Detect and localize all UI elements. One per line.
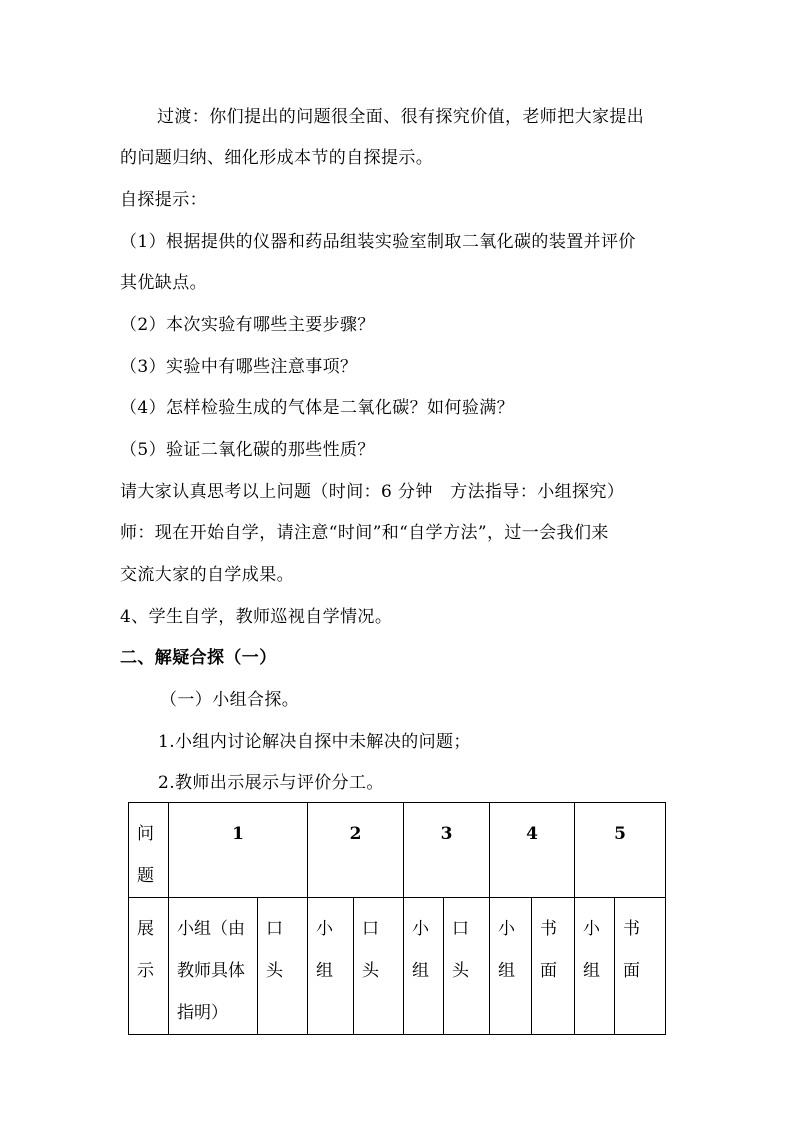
prompt-item-5: （5）验证二氧化碳的那些性质？: [120, 440, 375, 460]
cell-q2-group: 小组: [308, 898, 354, 1035]
teacher-instruction: 师：现在开始自学，请注意“时间”和“自学方法”，过一会我们来: [120, 523, 609, 543]
cell-q4-group: 小组: [490, 898, 532, 1035]
question-number-5: 5: [575, 803, 666, 898]
self-explore-heading: 自探提示：: [120, 190, 207, 210]
question-number-2: 2: [308, 803, 404, 898]
table-row: [129, 898, 666, 1035]
task-distribution-table: [128, 802, 666, 1035]
cell-q5-group: 小组: [575, 898, 615, 1035]
group-step-1: 1.小组内讨论解决自探中未解决的问题；: [158, 732, 471, 752]
paragraph-transition: 过渡：你们提出的问题很全面、很有探究价值，老师把大家提出: [157, 107, 645, 127]
cell-q5-form: 书面: [615, 898, 666, 1035]
cell-q4-form: 书面: [532, 898, 575, 1035]
question-number-4: 4: [490, 803, 575, 898]
row-label-display: 展示: [129, 898, 169, 1035]
think-instruction: 请大家认真思考以上问题（时间：6 分钟 方法指导：小组探究）: [120, 482, 625, 502]
question-number-1: 1: [169, 803, 308, 898]
section-heading-2: 二、解疑合探（一）: [120, 648, 277, 668]
cell-q2-form: 口头: [354, 898, 404, 1035]
cell-q1-form: 口头: [258, 898, 308, 1035]
cell-q1-group: 小组（由教师具体指明）: [169, 898, 258, 1035]
question-number-3: 3: [404, 803, 490, 898]
cell-q3-group: 小组: [404, 898, 444, 1035]
cell-q3-form: 口头: [444, 898, 490, 1035]
step-4: 4、学生自学，教师巡视自学情况。: [120, 607, 393, 627]
prompt-item-2: （2）本次实验有哪些主要步骤？: [120, 315, 375, 335]
prompt-item-1: （1）根据提供的仪器和药品组装实验室制取二氧化碳的装置并评价: [120, 232, 636, 252]
group-step-2: 2.教师出示展示与评价分工。: [158, 773, 384, 793]
prompt-item-4: （4）怎样检验生成的气体是二氧化碳？如何验满？: [120, 398, 515, 418]
teacher-instruction-cont: 交流大家的自学成果。: [120, 565, 294, 585]
table-row: [129, 803, 666, 898]
paragraph-transition-cont: 的问题归纳、细化形成本节的自探提示。: [120, 148, 434, 168]
prompt-item-1-cont: 其优缺点。: [120, 273, 207, 293]
prompt-item-3: （3）实验中有哪些注意事项？: [120, 357, 358, 377]
row-label-question: 问题: [129, 803, 169, 898]
subsection-heading: （一）小组合探。: [160, 690, 300, 710]
